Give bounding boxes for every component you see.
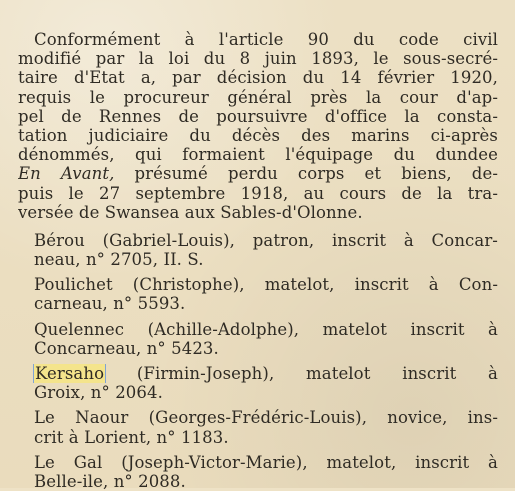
entry-line-2: Groix, n° 2064. (34, 383, 163, 403)
intro-line-1: Conformément à l'article 90 du code civil (34, 30, 498, 49)
entry-line-1: Le Gal (Joseph-Victor-Marie), matelot, inscrit à (34, 452, 498, 472)
intro-line-10: versée de Swansea aux Sables-d'Olonne. (18, 202, 363, 222)
highlighted-name[interactable]: Kersaho (35, 364, 105, 383)
spacer (18, 222, 498, 231)
intro-line-2: modifié par la loi du 8 juin 1893, le sous-secré- (18, 49, 498, 69)
crew-entry-berou (18, 231, 498, 269)
entry-line-1: Bérou (Gabriel-Louis), patron, inscrit à Concar- (34, 230, 498, 250)
entry-line-1: Le Naour (Georges-Frédéric-Louis), novice, ins- (34, 408, 498, 428)
crew-entry-quelennec (18, 320, 498, 358)
crew-entry-poulichet (18, 275, 498, 313)
entry-line-2: carneau, n° 5593. (34, 294, 186, 314)
entry-line-1: Poulichet (Christophe), matelot, inscrit à Con- (34, 275, 498, 295)
intro-line-4: requis le procureur général près la cour d'ap- (18, 87, 498, 107)
crew-entry-le-gal (18, 453, 498, 491)
text-column (18, 30, 498, 491)
entry-line-2: Belle-ile, n° 2088. (34, 471, 186, 491)
intro-line-8 (18, 164, 498, 183)
entry-line-2: Concarneau, n° 5423. (34, 338, 219, 358)
entry-line-1: Quelennec (Achille-Adolphe), matelot inscrit à (34, 319, 498, 339)
entry-line-1-rest: (Firmin-Joseph), matelot inscrit à (105, 364, 498, 383)
intro-line-5: pel de Rennes de poursuivre d'office la consta- (18, 106, 498, 126)
intro-line-7: dénommés, qui formaient l'équipage du dundee (18, 145, 498, 165)
intro-line-3: taire d'Etat a, par décision du 14 février 1920, (18, 68, 498, 88)
entry-line-2: crit à Lorient, n° 1183. (34, 427, 229, 447)
intro-line-9: puis le 27 septembre 1918, au cours de la tra- (18, 183, 498, 203)
entry-line-1 (18, 364, 498, 383)
intro-line-8-rest: présumé perdu corps et biens, de- (114, 164, 498, 184)
crew-entry-le-naour (18, 408, 498, 446)
entry-line-2: neau, n° 2705, II. S. (34, 250, 204, 270)
crew-entry-kersaho (18, 364, 498, 402)
intro-line-6: tation judiciaire du décès des marins ci-après (18, 125, 498, 145)
vessel-name: En Avant, (18, 164, 115, 184)
